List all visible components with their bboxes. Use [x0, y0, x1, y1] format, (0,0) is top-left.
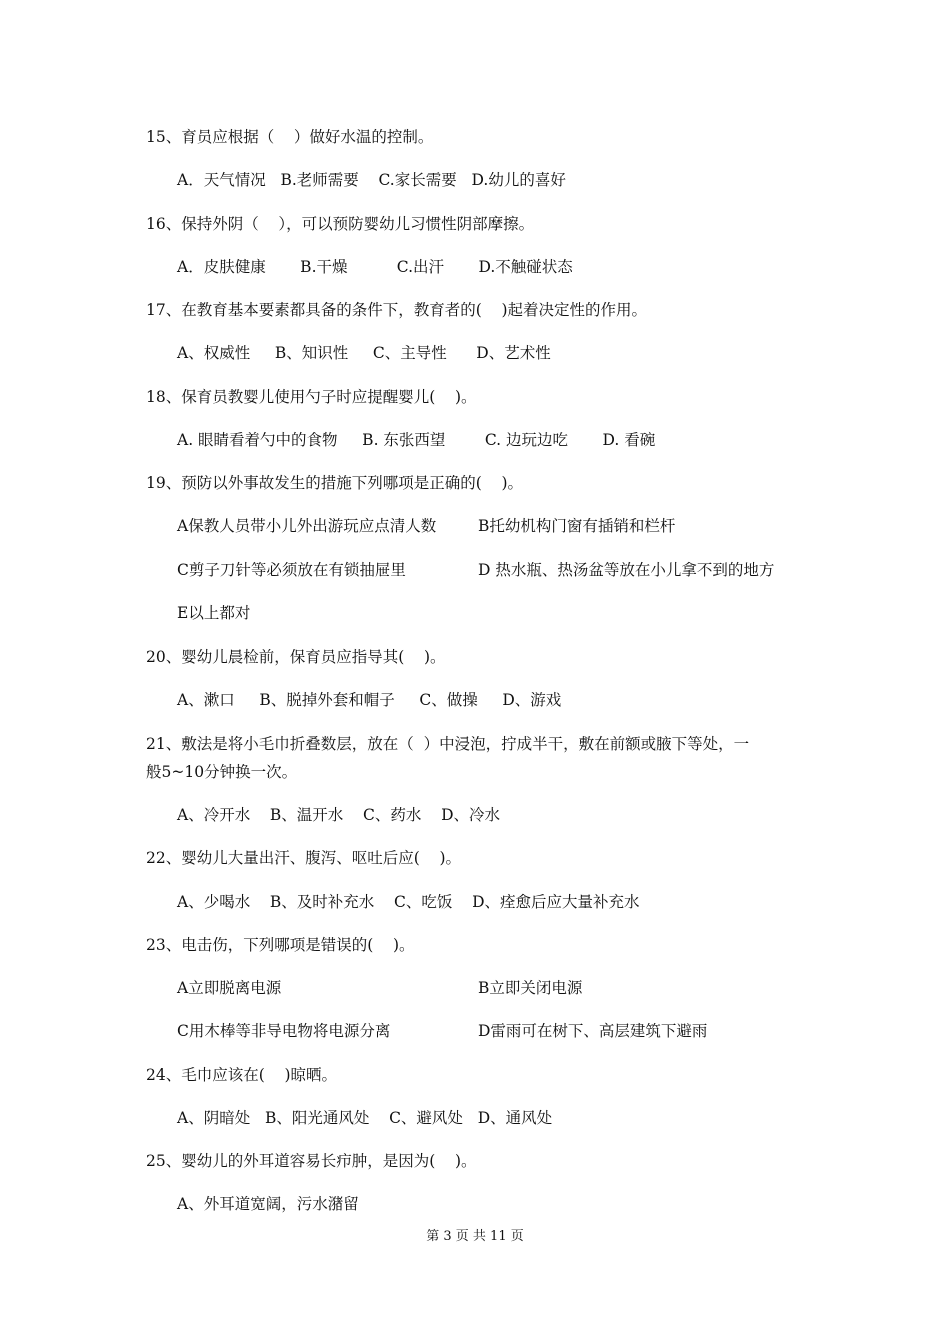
question-19-option-d: D 热水瓶、热汤盆等放在小儿拿不到的地方 [478, 561, 775, 579]
question-19-option-e: E以上都对 [177, 604, 251, 622]
question-23-option-c: C用木棒等非导电物将电源分离 [177, 1022, 391, 1040]
question-18-stem: 18、保育员教婴儿使用勺子时应提醒婴儿( )。 [146, 388, 477, 406]
question-22-options: A、少喝水 B、及时补充水 C、吃饭 D、痊愈后应大量补充水 [177, 893, 640, 911]
question-18-options: A. 眼睛看着勺中的食物 B. 东张西望 C. 边玩边吃 D. 看碗 [177, 431, 656, 449]
question-21-stem-line1: 21、敷法是将小毛巾折叠数层，放在（ ）中浸泡，拧成半干，敷在前额或腋下等处，一 [146, 735, 750, 753]
question-15-options: A．天气情况 B.老师需要 C.家长需要 D.幼儿的喜好 [177, 171, 566, 189]
question-20-options: A、漱口 B、脱掉外套和帽子 C、做操 D、游戏 [177, 691, 562, 709]
question-24-options: A、阴暗处 B、阳光通风处 C、避风处 D、通风处 [177, 1109, 553, 1127]
question-16-stem: 16、保持外阴（ ），可以预防婴幼儿习惯性阴部摩擦。 [146, 215, 535, 233]
question-23-option-d: D雷雨可在树下、高层建筑下避雨 [478, 1022, 708, 1040]
question-25-stem: 25、婴幼儿的外耳道容易长疖肿，是因为( )。 [146, 1152, 477, 1170]
question-22-stem: 22、婴幼儿大量出汗、腹泻、呕吐后应( )。 [146, 849, 462, 867]
question-16-options: A．皮肤健康 B.干燥 C.出汗 D.不触碰状态 [177, 258, 573, 276]
question-25-options: A、外耳道宽阔，污水潴留 [177, 1195, 359, 1213]
question-24-stem: 24、毛巾应该在( )晾晒。 [146, 1066, 338, 1084]
question-17-options: A、权威性 B、知识性 C、主导性 D、艺术性 [177, 344, 551, 362]
question-20-stem: 20、婴幼儿晨检前，保育员应指导其( )。 [146, 648, 446, 666]
question-19-option-c: C剪子刀针等必须放在有锁抽屉里 [177, 561, 406, 579]
question-17-stem: 17、在教育基本要素都具备的条件下，教育者的( )起着决定性的作用。 [146, 301, 648, 319]
question-19-option-b: B托幼机构门窗有插销和栏杆 [478, 517, 676, 535]
page-number-footer: 第 3 页 共 11 页 [426, 1229, 524, 1244]
question-15-stem: 15、育员应根据（ ）做好水温的控制。 [146, 128, 434, 146]
question-21-options: A、冷开水 B、温开水 C、药水 D、冷水 [177, 806, 500, 824]
question-23-stem: 23、电击伤，下列哪项是错误的( )。 [146, 936, 415, 954]
question-23-option-b: B立即关闭电源 [478, 979, 583, 997]
question-23-option-a: A立即脱离电源 [177, 979, 282, 997]
question-19-stem: 19、预防以外事故发生的措施下列哪项是正确的( )。 [146, 474, 524, 492]
question-19-option-a: A保教人员带小儿外出游玩应点清人数 [177, 517, 437, 535]
question-21-stem-line2: 般5~10分钟换一次。 [146, 763, 298, 781]
